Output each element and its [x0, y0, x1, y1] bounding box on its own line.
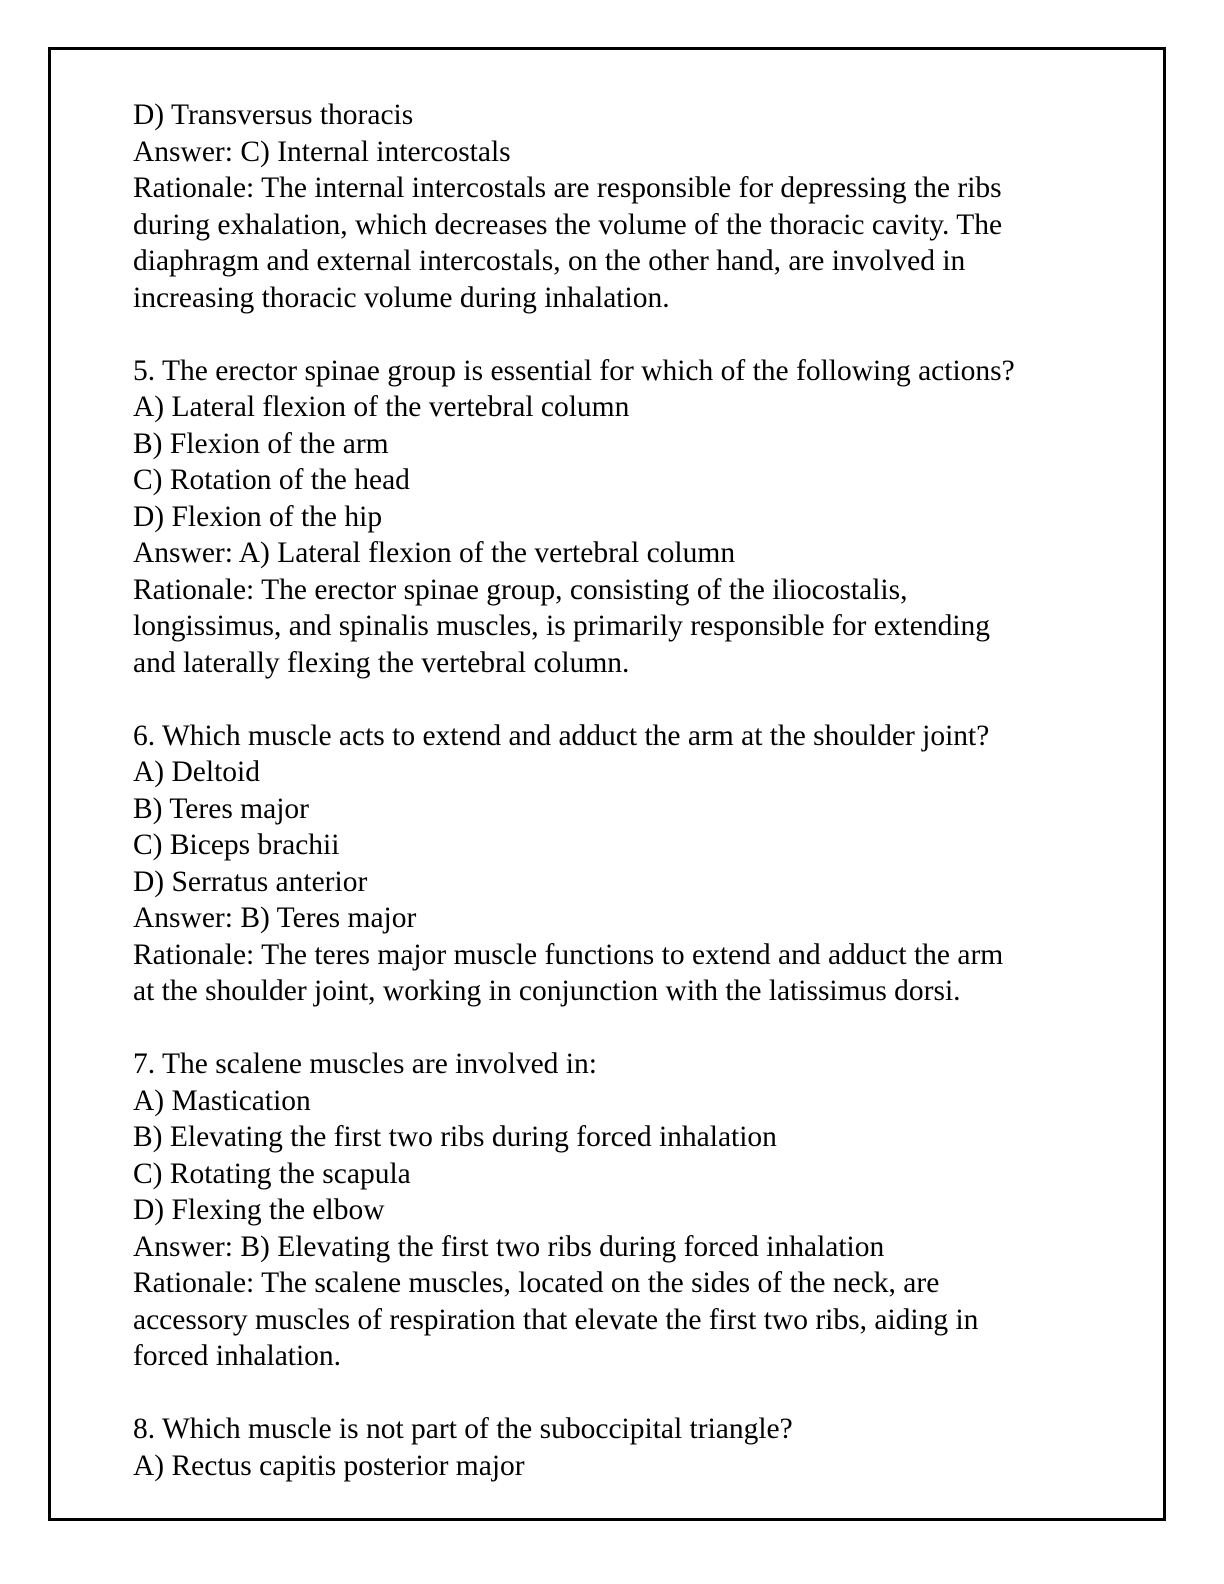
- question-text: 7. The scalene muscles are involved in:: [133, 1048, 597, 1080]
- rationale-line: during exhalation, which decreases the volume of the thoracic cavity. The: [133, 208, 1003, 241]
- question-6: [133, 718, 1123, 1010]
- rationale-line: Rationale: The erector spinae group, consisting of the iliocostalis,: [133, 573, 908, 606]
- option-d: D) Transversus thoracis: [133, 99, 414, 131]
- option-a: A) Deltoid: [133, 756, 260, 788]
- question-4-continuation: [133, 97, 1123, 316]
- question-8: [133, 1411, 1123, 1484]
- question-7: [133, 1046, 1123, 1375]
- option-c: C) Rotating the scapula: [133, 1157, 411, 1190]
- question-text: 6. Which muscle acts to extend and adduct the arm at the shoulder joint?: [133, 719, 990, 752]
- option-b: B) Teres major: [133, 792, 309, 825]
- question-text: 8. Which muscle is not part of the suboccipital triangle?: [133, 1413, 793, 1445]
- option-c: C) Biceps brachii: [133, 829, 340, 861]
- option-a: A) Lateral flexion of the vertebral column: [133, 391, 630, 423]
- answer-line: Answer: B) Elevating the first two ribs during forced inhalation: [133, 1230, 885, 1263]
- rationale-line: Rationale: The teres major muscle functions to extend and adduct the arm: [133, 938, 1004, 971]
- answer-line: Answer: C) Internal intercostals: [133, 135, 511, 168]
- option-d: D) Flexion of the hip: [133, 500, 383, 533]
- option-d: D) Serratus anterior: [133, 865, 368, 898]
- option-b: B) Flexion of the arm: [133, 427, 389, 460]
- answer-line: Answer: B) Teres major: [133, 902, 417, 934]
- question-text: 5. The erector spinae group is essential for which of the following actions?: [133, 354, 1015, 387]
- rationale-line: accessory muscles of respiration that elevate the first two ribs, aiding in: [133, 1303, 979, 1336]
- rationale-line: Rationale: The internal intercostals are responsible for depressing the ribs: [133, 172, 1002, 204]
- rationale-line: longissimus, and spinalis muscles, is primarily responsible for extending: [133, 610, 991, 642]
- option-a: A) Mastication: [133, 1084, 311, 1117]
- rationale-line: Rationale: The scalene muscles, located on the sides of the neck, are: [133, 1267, 940, 1299]
- answer-line: Answer: A) Lateral flexion of the vertebral column: [133, 537, 736, 569]
- rationale-line: diaphragm and external intercostals, on the other hand, are involved in: [133, 245, 966, 277]
- rationale-line: forced inhalation.: [133, 1340, 342, 1372]
- option-a: A) Rectus capitis posterior major: [133, 1449, 525, 1482]
- option-b: B) Elevating the first two ribs during forced inhalation: [133, 1121, 777, 1153]
- option-d: D) Flexing the elbow: [133, 1194, 385, 1226]
- rationale-line: at the shoulder joint, working in conjunction with the latissimus dorsi.: [133, 975, 961, 1007]
- question-5: [133, 353, 1123, 682]
- rationale-line: and laterally flexing the vertebral column.: [133, 646, 630, 679]
- rationale-line: increasing thoracic volume during inhalation.: [133, 281, 670, 314]
- option-c: C) Rotation of the head: [133, 464, 410, 496]
- document-content: [133, 97, 1123, 1484]
